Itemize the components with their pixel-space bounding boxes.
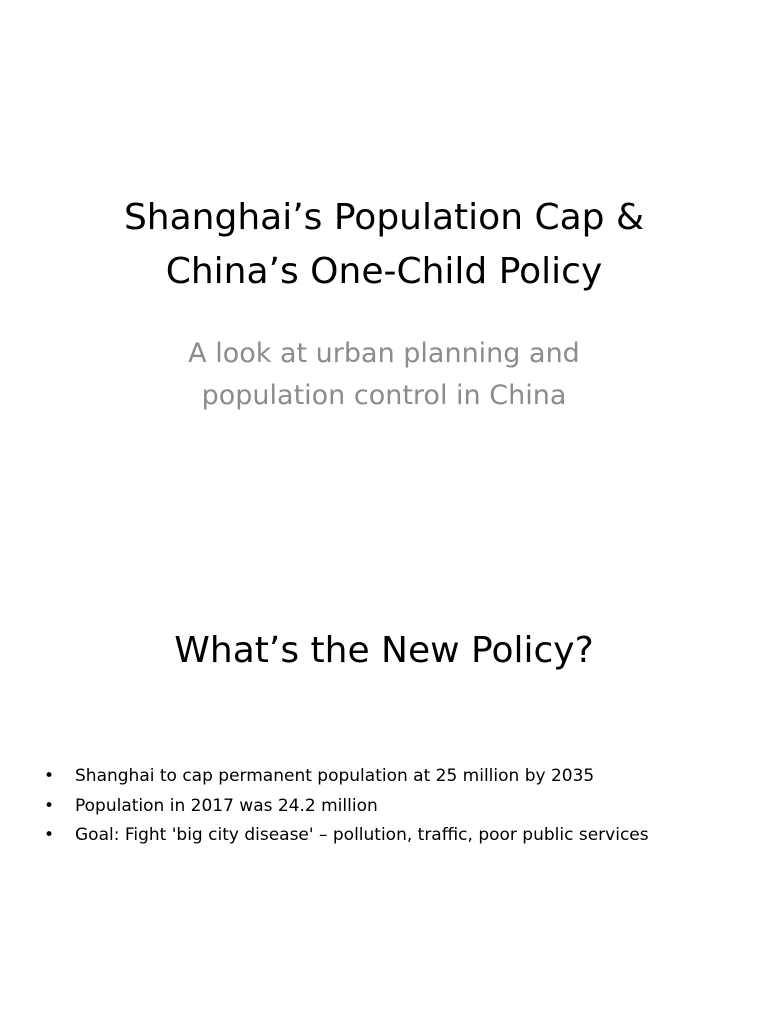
bullet-icon: • bbox=[44, 766, 55, 786]
bullet-icon: • bbox=[44, 825, 55, 845]
slide-title bbox=[0, 191, 768, 299]
bullet-text: Goal: Fight 'big city disease' – pollution, traffic, poor public services bbox=[75, 825, 649, 845]
subtitle-line-1: A look at urban planning and bbox=[188, 338, 580, 369]
title-line-2: China’s One-Child Policy bbox=[165, 251, 603, 292]
slide-subtitle bbox=[0, 333, 768, 417]
bullet-item bbox=[44, 821, 744, 851]
bullet-text: Population in 2017 was 24.2 million bbox=[75, 795, 378, 816]
bullet-item bbox=[44, 792, 744, 822]
slide-title: What’s the New Policy? bbox=[174, 630, 594, 671]
bullet-icon: • bbox=[44, 795, 55, 816]
subtitle-line-2: population control in China bbox=[201, 380, 567, 411]
bullet-list bbox=[44, 762, 744, 851]
content-slide bbox=[0, 512, 768, 1024]
title-line-1: Shanghai’s Population Cap & bbox=[123, 197, 645, 238]
bullet-item bbox=[44, 762, 744, 792]
bullet-text: Shanghai to cap permanent population at 25 million by 2035 bbox=[75, 766, 595, 786]
